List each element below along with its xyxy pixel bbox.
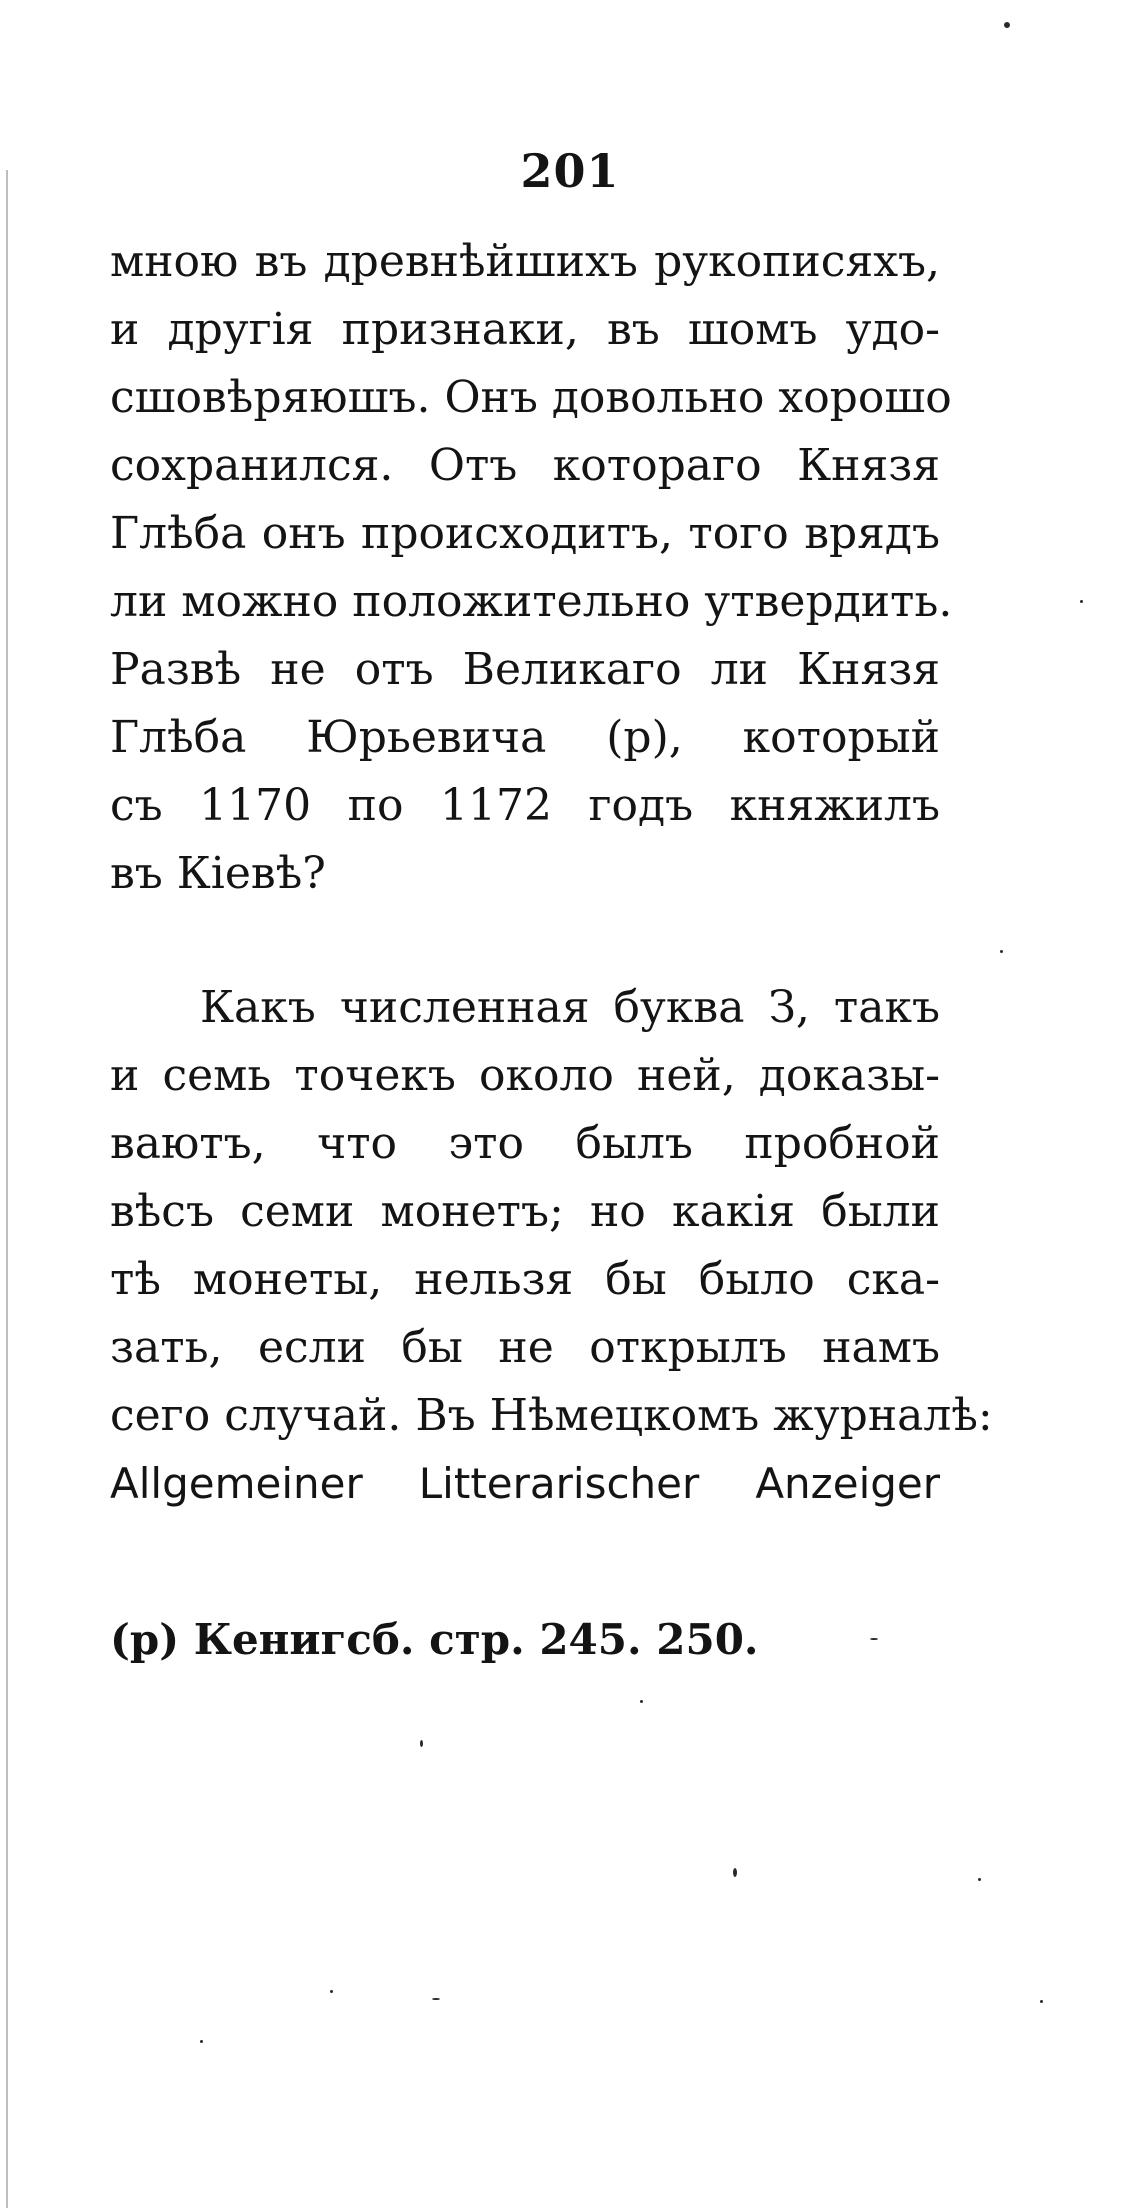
page-edge-line: [6, 170, 8, 2208]
scan-speck: [1000, 950, 1003, 953]
text-line: съ 1170 по 1172 годъ княжилъ: [110, 780, 940, 831]
text-line: и семь точекъ около ней, доказы-: [110, 1050, 940, 1101]
text-line: сего случай. Въ Нѣмецкомъ журналѣ:: [110, 1390, 993, 1441]
scan-speck: [1004, 22, 1010, 28]
scan-speck: [1080, 600, 1083, 603]
scan-speck: [432, 1998, 440, 2000]
footnote: (р) Кенигсб. стр. 245. 250.: [110, 1615, 759, 1664]
text-line: Развѣ не отъ Великаго ли Князя: [110, 644, 940, 695]
scan-speck: [1040, 2000, 1043, 2003]
text-line: и другія признаки, въ шомъ удо-: [110, 304, 940, 355]
text-line: вѣсъ семи монетъ; но какія были: [110, 1186, 940, 1237]
scan-speck: [640, 1700, 643, 1703]
text-line: зать, если бы не открылъ намъ: [110, 1322, 940, 1373]
text-line: сшовѣряюшъ. Онъ довольно хорошо: [110, 372, 952, 423]
text-line: Глѣба Юрьевича (р), который: [110, 712, 940, 763]
text-line: Какъ численная буква З, такъ: [200, 982, 940, 1033]
scan-speck: [978, 1878, 981, 1881]
text-line: сохранился. Отъ котораго Князя: [110, 440, 940, 491]
text-line: Allgemeiner Litterarischer Anzeiger: [110, 1459, 940, 1508]
scan-speck: [200, 2040, 203, 2043]
text-line: ли можно положительно утвердить.: [110, 576, 953, 627]
scan-speck: [330, 1990, 333, 1993]
text-line: въ Кіевѣ?: [110, 848, 326, 899]
text-line: мною въ древнѣйшихъ рукописяхъ,: [110, 236, 940, 287]
text-line: Глѣба онъ происходитъ, того врядъ: [110, 508, 940, 559]
scan-speck: [733, 1868, 737, 1877]
text-line: ваютъ, что это былъ пробной: [110, 1118, 940, 1169]
text-line: тѣ монеты, нельзя бы было ска-: [110, 1254, 940, 1305]
page-number: 201: [520, 144, 620, 198]
scan-speck: [870, 1638, 878, 1640]
scan-speck: [420, 1740, 423, 1747]
